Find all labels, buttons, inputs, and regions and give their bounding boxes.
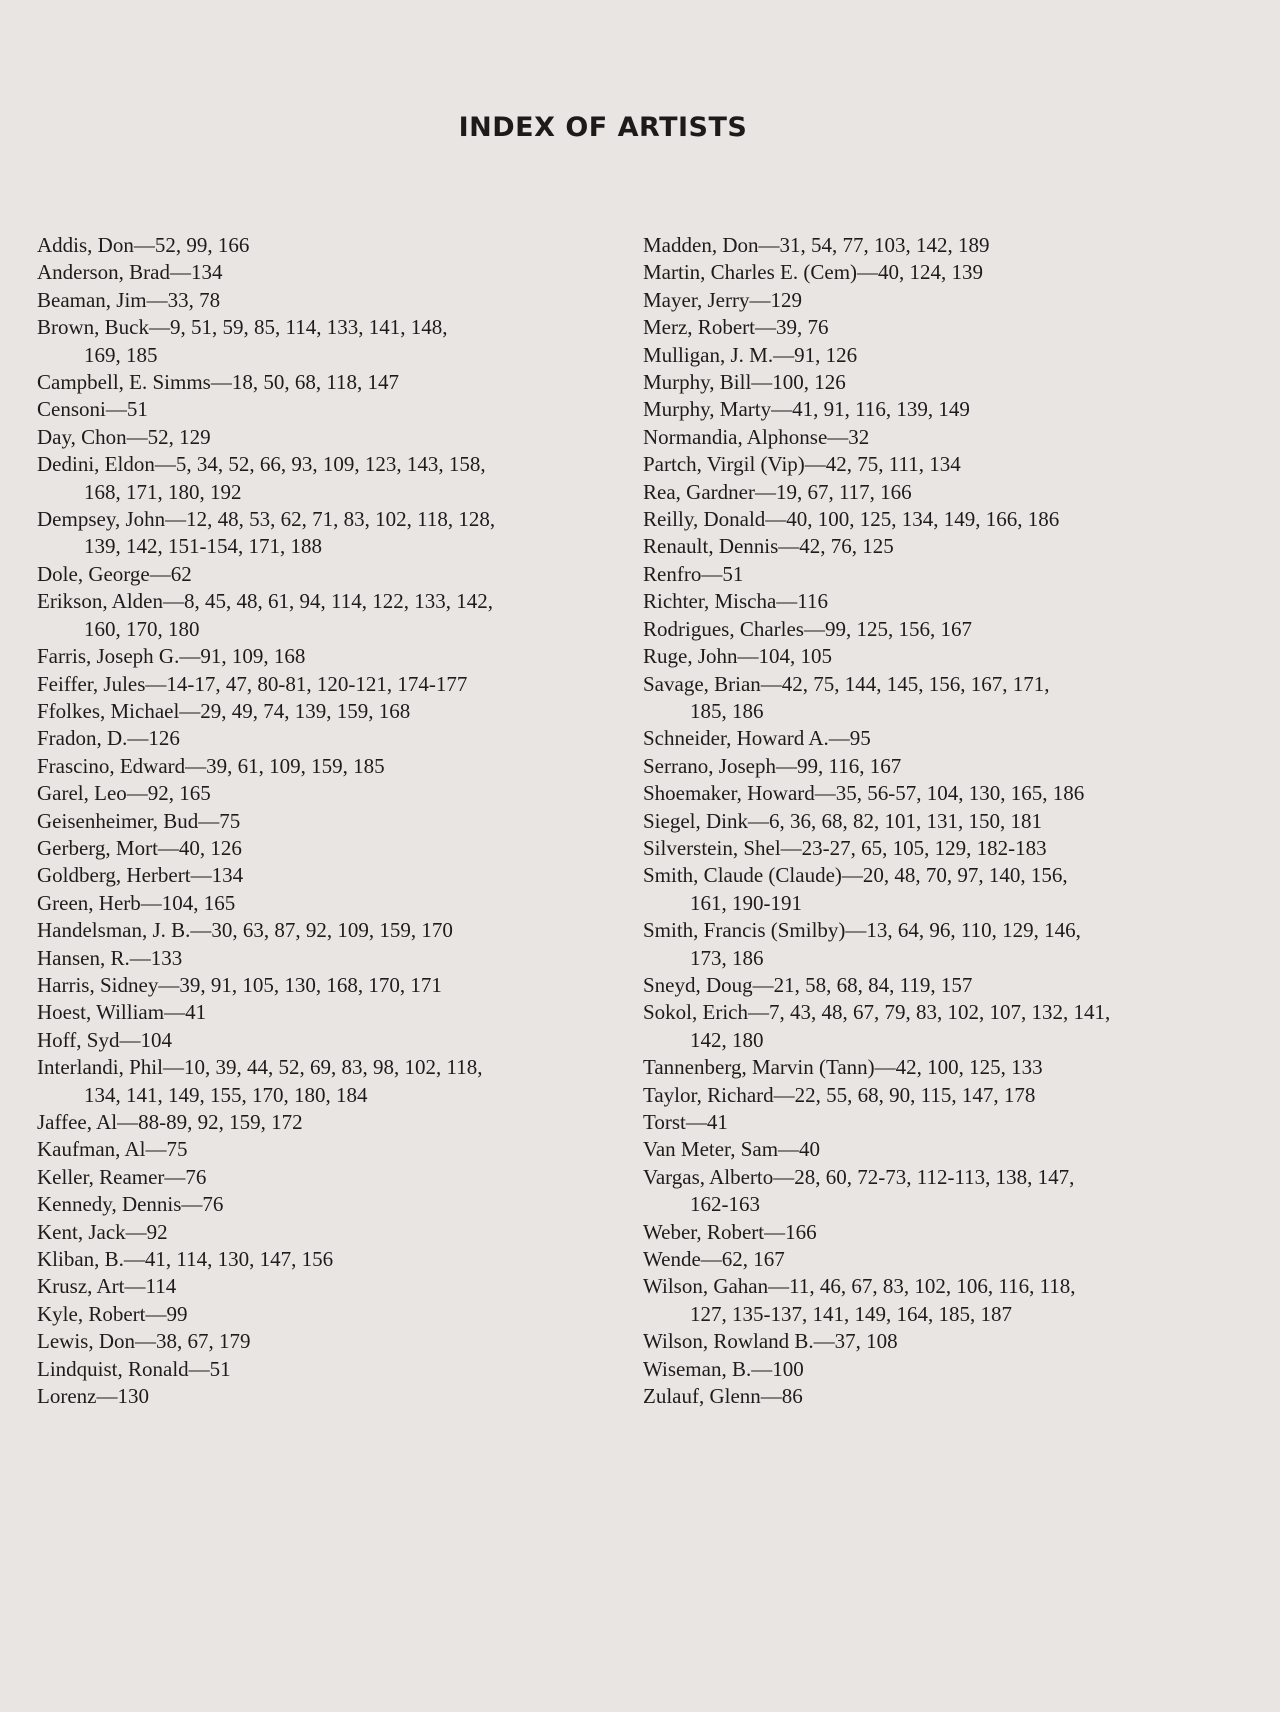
entry-line: Murphy, Bill—100, 126 [643,370,846,395]
entry-line: Kaufman, Al—75 [37,1137,188,1162]
index-entry [37,725,597,752]
index-entry [643,451,1183,478]
entry-line: Lindquist, Ronald—51 [37,1356,231,1381]
entry-line: Smith, Francis (Smilby)—13, 64, 96, 110, 129, 146, [643,918,1081,943]
index-entry [37,424,597,451]
entry-line: Wende—62, 167 [643,1247,785,1272]
index-entry [643,1164,1183,1219]
index-entry [37,1246,597,1273]
entry-line: Goldberg, Herbert—134 [37,863,244,888]
entry-line: Hansen, R.—133 [37,945,183,970]
entry-line: Beaman, Jim—33, 78 [37,287,221,312]
entry-line: Partch, Virgil (Vip)—42, 75, 111, 134 [643,452,961,477]
entry-continuation-line: 134, 141, 149, 155, 170, 180, 184 [84,1082,368,1107]
entry-continuation-line: 169, 185 [84,342,158,367]
entry-line: Krusz, Art—114 [37,1274,177,1299]
index-entry [37,1273,597,1300]
entry-line: Smith, Claude (Claude)—20, 48, 70, 97, 140, 156, [643,863,1068,888]
index-entry [37,1109,597,1136]
index-entry [643,479,1183,506]
index-entry [37,1356,597,1383]
entry-line: Lorenz—130 [37,1384,149,1409]
entry-line: Dedini, Eldon—5, 34, 52, 66, 93, 109, 123, 143, 158, [37,452,486,477]
entry-line: Richter, Mischa—116 [643,589,829,614]
index-entry [37,1301,597,1328]
entry-line: Sokol, Erich—7, 43, 48, 67, 79, 83, 102, 107, 132, 141, [643,1000,1111,1025]
index-entry [37,999,597,1026]
index-entry [643,999,1183,1054]
entry-line: Mayer, Jerry—129 [643,287,802,312]
index-entry [643,369,1183,396]
entry-line: Kent, Jack—92 [37,1219,168,1244]
index-entry [643,808,1183,835]
index-entry [37,561,597,588]
entry-line: Handelsman, J. B.—30, 63, 87, 92, 109, 159, 170 [37,918,453,943]
entry-line: Anderson, Brad—134 [37,260,223,285]
index-entry [643,643,1183,670]
entry-line: Kliban, B.—41, 114, 130, 147, 156 [37,1247,334,1272]
index-entry [643,588,1183,615]
entry-line: Harris, Sidney—39, 91, 105, 130, 168, 170, 171 [37,972,442,997]
index-entry [37,1328,597,1355]
index-entry [643,616,1183,643]
index-entry [643,1246,1183,1273]
entry-continuation-line: 160, 170, 180 [84,616,200,641]
index-entry [37,890,597,917]
entry-line: Kennedy, Dennis—76 [37,1192,224,1217]
entry-line: Addis, Don—52, 99, 166 [37,233,250,257]
index-entry [37,1191,597,1218]
page-title: INDEX OF ARTISTS [458,112,748,143]
entry-line: Farris, Joseph G.—91, 109, 168 [37,644,306,669]
entry-line: Day, Chon—52, 129 [37,424,211,449]
index-entry [643,561,1183,588]
index-entry [643,972,1183,999]
entry-line: Savage, Brian—42, 75, 144, 145, 156, 167, 171, [643,671,1050,696]
index-entry [37,451,597,506]
index-entry [37,588,597,643]
entry-line: Campbell, E. Simms—18, 50, 68, 118, 147 [37,370,400,395]
entry-line: Censoni—51 [37,397,148,422]
entry-line: Taylor, Richard—22, 55, 68, 90, 115, 147, 178 [643,1082,1036,1107]
index-entry [37,1027,597,1054]
index-entry [643,232,1183,259]
index-entry [37,314,597,369]
index-entry [643,342,1183,369]
index-entry [643,1136,1183,1163]
entry-continuation-line: 127, 135-137, 141, 149, 164, 185, 187 [690,1301,1012,1326]
entry-line: Green, Herb—104, 165 [37,890,236,915]
entry-line: Wilson, Gahan—11, 46, 67, 83, 102, 106, 116, 118, [643,1274,1076,1299]
index-entry [37,1136,597,1163]
entry-line: Reilly, Donald—40, 100, 125, 134, 149, 166, 186 [643,507,1060,532]
index-entry [37,396,597,423]
entry-line: Serrano, Joseph—99, 116, 167 [643,753,902,778]
index-entry [37,671,597,698]
entry-line: Silverstein, Shel—23-27, 65, 105, 129, 182-183 [643,835,1047,860]
index-entry [37,862,597,889]
index-entry [643,835,1183,862]
index-entry [37,232,597,259]
entry-line: Siegel, Dink—6, 36, 68, 82, 101, 131, 150, 181 [643,808,1042,833]
index-entry [643,862,1183,917]
entry-line: Brown, Buck—9, 51, 59, 85, 114, 133, 141, 148, [37,315,448,340]
entry-line: Weber, Robert—166 [643,1219,817,1244]
index-entry [37,698,597,725]
entry-line: Shoemaker, Howard—35, 56-57, 104, 130, 165, 186 [643,781,1085,806]
entry-line: Vargas, Alberto—28, 60, 72-73, 112-113, 138, 147, [643,1164,1075,1189]
index-entry [643,753,1183,780]
index-entry [643,1328,1183,1355]
entry-line: Geisenheimer, Bud—75 [37,808,241,833]
entry-line: Gerberg, Mort—40, 126 [37,835,242,860]
index-entry [643,396,1183,423]
index-entry [37,287,597,314]
index-entry [643,1109,1183,1136]
entry-line: Frascino, Edward—39, 61, 109, 159, 185 [37,753,385,778]
index-entry [643,259,1183,286]
entry-line: Rodrigues, Charles—99, 125, 156, 167 [643,616,972,641]
index-entry [643,1054,1183,1081]
entry-line: Van Meter, Sam—40 [643,1137,821,1162]
entry-line: Wilson, Rowland B.—37, 108 [643,1329,898,1354]
index-entry [643,1219,1183,1246]
entry-line: Torst—41 [643,1110,728,1134]
entry-line: Tannenberg, Marvin (Tann)—42, 100, 125, 133 [643,1055,1043,1080]
index-entry [643,1383,1183,1410]
entry-line: Schneider, Howard A.—95 [643,726,871,751]
entry-line: Kyle, Robert—99 [37,1301,188,1326]
index-entry [37,369,597,396]
index-entry [37,506,597,561]
index-entry [643,1273,1183,1328]
index-entry [643,1082,1183,1109]
index-entry [643,533,1183,560]
entry-line: Sneyd, Doug—21, 58, 68, 84, 119, 157 [643,972,973,997]
index-entry [643,780,1183,807]
index-entry [643,314,1183,341]
entry-continuation-line: 173, 186 [690,945,764,970]
index-entry [37,1164,597,1191]
entry-line: Dole, George—62 [37,561,192,586]
index-entry [37,1383,597,1410]
entry-line: Hoest, William—41 [37,1000,207,1025]
index-entry [643,671,1183,726]
index-entry [37,917,597,944]
entry-line: Normandia, Alphonse—32 [643,424,870,449]
entry-line: Erikson, Alden—8, 45, 48, 61, 94, 114, 122, 133, 142, [37,589,493,614]
index-entry [643,506,1183,533]
index-entry [643,917,1183,972]
entry-line: Martin, Charles E. (Cem)—40, 124, 139 [643,260,984,285]
index-entry [37,1219,597,1246]
entry-line: Garel, Leo—92, 165 [37,781,211,806]
entry-continuation-line: 168, 171, 180, 192 [84,479,242,504]
entry-line: Interlandi, Phil—10, 39, 44, 52, 69, 83, 98, 102, 118, [37,1055,483,1080]
entry-line: Fradon, D.—126 [37,726,180,751]
entry-line: Rea, Gardner—19, 67, 117, 166 [643,479,912,504]
entry-line: Renault, Dennis—42, 76, 125 [643,534,894,559]
entry-line: Merz, Robert—39, 76 [643,315,829,340]
index-entry [643,725,1183,752]
entry-line: Feiffer, Jules—14-17, 47, 80-81, 120-121, 174-177 [37,671,468,696]
index-entry [37,972,597,999]
entry-line: Lewis, Don—38, 67, 179 [37,1329,251,1354]
entry-continuation-line: 139, 142, 151-154, 171, 188 [84,534,322,559]
index-entry [37,259,597,286]
index-entry [37,1054,597,1109]
entry-line: Jaffee, Al—88-89, 92, 159, 172 [37,1110,303,1134]
index-column-left [37,232,597,1410]
index-entry [643,424,1183,451]
index-entry [37,835,597,862]
entry-line: Ruge, John—104, 105 [643,644,832,669]
index-entry [37,643,597,670]
entry-line: Renfro—51 [643,561,744,586]
entry-continuation-line: 142, 180 [690,1027,764,1052]
entry-line: Hoff, Syd—104 [37,1027,172,1052]
index-entry [37,753,597,780]
entry-line: Wiseman, B.—100 [643,1356,804,1381]
entry-continuation-line: 162-163 [690,1192,760,1217]
entry-continuation-line: 185, 186 [690,698,764,723]
entry-line: Keller, Reamer—76 [37,1164,207,1189]
index-column-right [643,232,1183,1410]
entry-line: Murphy, Marty—41, 91, 116, 139, 149 [643,397,970,422]
entry-line: Zulauf, Glenn—86 [643,1384,803,1409]
index-entry [643,287,1183,314]
entry-line: Dempsey, John—12, 48, 53, 62, 71, 83, 102, 118, 128, [37,507,496,532]
index-entry [643,1356,1183,1383]
entry-line: Ffolkes, Michael—29, 49, 74, 139, 159, 168 [37,698,411,723]
index-entry [37,808,597,835]
index-entry [37,780,597,807]
entry-continuation-line: 161, 190-191 [690,890,802,915]
index-entry [37,945,597,972]
entry-line: Mulligan, J. M.—91, 126 [643,342,858,367]
entry-line: Madden, Don—31, 54, 77, 103, 142, 189 [643,233,990,257]
